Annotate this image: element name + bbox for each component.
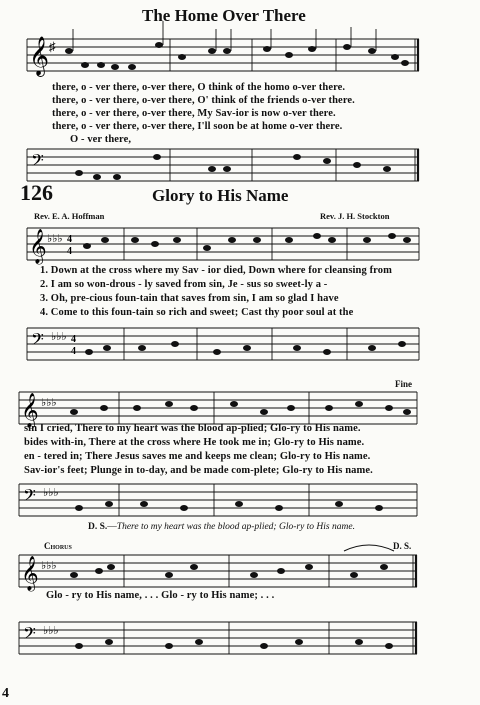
- chorus-label: Chorus: [44, 541, 72, 551]
- verse-line-2: bides with-in, There at the cross where He took me in; Glo-ry to His name.: [24, 437, 365, 448]
- svg-text:4: 4: [67, 246, 72, 257]
- svg-text:4: 4: [71, 346, 76, 357]
- chorus-lyrics: Glo - ry to His name, . . . Glo - ry to His name; . . .: [46, 590, 275, 601]
- ds-marking: D. S.: [393, 541, 412, 551]
- verse-line-3: there, o - ver there, o-ver there, My Sav-ior is now o-ver there.: [52, 108, 336, 119]
- hymn-title: The Home Over There: [142, 6, 306, 25]
- ds-label: D. S.: [88, 522, 108, 532]
- svg-text:𝄞: 𝄞: [29, 229, 47, 264]
- verse-line-4: 4. Come to this foun-tain so rich and sweet; Cast thy poor soul at the: [40, 307, 354, 318]
- verse-line-1: sin I cried, There to my heart was the blood ap-plied; Glo-ry to His name.: [24, 423, 361, 434]
- hymn-number: 126: [20, 180, 53, 205]
- svg-text:♭♭♭: ♭♭♭: [41, 397, 57, 409]
- svg-text:𝄢: 𝄢: [23, 485, 36, 509]
- svg-text:𝄢: 𝄢: [31, 329, 44, 353]
- page-number: 4: [2, 686, 9, 701]
- composer-credit: Rev. J. H. Stockton: [320, 211, 390, 221]
- svg-text:𝄢: 𝄢: [31, 150, 44, 174]
- svg-text:4: 4: [71, 334, 76, 345]
- music-staff-bass: [27, 147, 422, 187]
- ds-footnote: D. S.—There to my heart was the blood ap-plied; Glo-ry to His name.: [88, 522, 355, 532]
- svg-text:𝄞: 𝄞: [29, 36, 50, 76]
- music-staff-treble: [27, 226, 422, 262]
- svg-text:𝄢: 𝄢: [23, 623, 36, 647]
- verse-line-1: there, o - ver there, o-ver there, O think of the homo o-ver there.: [52, 82, 346, 93]
- music-staff-treble: [19, 553, 419, 589]
- svg-text:♭♭♭: ♭♭♭: [41, 560, 57, 572]
- verse-line-3: 3. Oh, pre-cious foun-tain that saves from sin, I am so glad I have: [40, 293, 339, 304]
- verse-line-1: 1. Down at the cross where my Sav - ior died, Down where for cleansing from: [40, 265, 392, 276]
- verse-line-3: en - tered in; There Jesus saves me and keeps me clean; Glo-ry to His name.: [24, 451, 371, 462]
- svg-text:𝄞: 𝄞: [21, 556, 39, 591]
- verse-line-4: Sav-ior's feet; Plunge in to-day, and be made com-plete; Glo-ry to His name.: [24, 465, 373, 476]
- svg-text:♭♭♭: ♭♭♭: [51, 331, 67, 343]
- svg-text:♭♭♭: ♭♭♭: [47, 233, 63, 245]
- music-staff-bass: [19, 482, 419, 518]
- svg-text:♭♭♭: ♭♭♭: [43, 625, 59, 637]
- verse-line-2: 2. I am so won-drous - ly saved from sin, Je - sus so sweet-ly a -: [40, 279, 328, 290]
- music-staff-bass: [27, 326, 422, 362]
- music-staff-treble: [19, 390, 419, 426]
- svg-text:4: 4: [67, 234, 72, 245]
- hymn-title: Glory to His Name: [152, 186, 289, 205]
- verse-line-4: there, o - ver there, o-ver there, I'll soon be at home o-ver there.: [52, 121, 343, 132]
- ds-text: There to my heart was the blood ap-plied; Glo-ry to His name.: [116, 522, 355, 532]
- svg-text:♯: ♯: [49, 39, 56, 54]
- svg-text:♭♭♭: ♭♭♭: [43, 487, 59, 499]
- verse-line-2: there, o - ver there, o-ver there, O' think of the friends o-ver there.: [52, 95, 355, 106]
- lyricist-credit: Rev. E. A. Hoffman: [34, 211, 105, 221]
- refrain-pickup: O - ver there,: [70, 134, 132, 145]
- music-staff-treble: [27, 35, 422, 83]
- fine-marking: Fine: [395, 379, 412, 389]
- music-staff-bass: [19, 620, 419, 656]
- svg-text:𝄞: 𝄞: [21, 393, 39, 428]
